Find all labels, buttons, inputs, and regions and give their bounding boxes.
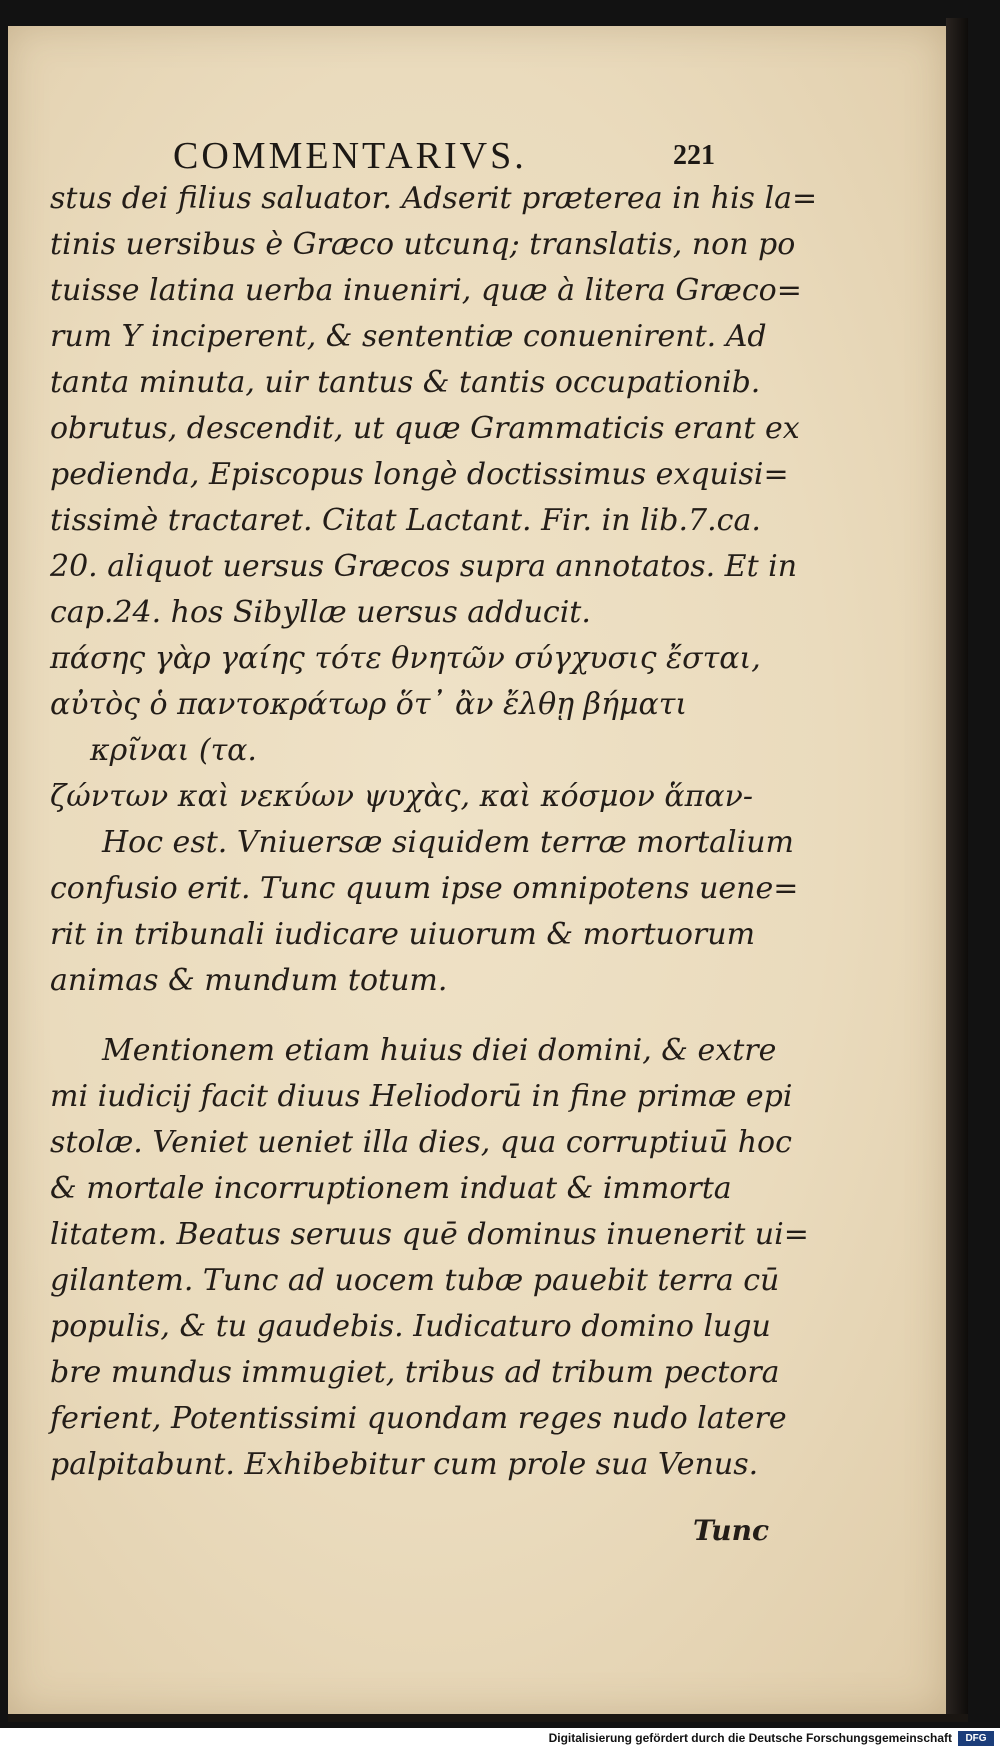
text-line: stus dei filius saluator. Adserit præterea in his la= [50,181,818,216]
text-line: tissimè tractaret. Citat Lactant. Fir. in lib.7.ca. [50,503,761,538]
text-line: Hoc est. Vniuersæ siquidem terræ mortalium [102,825,794,860]
text-line: litatem. Beatus seruus quē dominus inuenerit ui= [50,1217,809,1252]
greek-verse-line: ζώντων καὶ νεκύων ψυχὰς, καὶ κόσμον ἅπαν- [50,779,753,814]
text-line: gilantem. Tunc ad uocem tubæ pauebit terra cū [50,1263,780,1298]
page-edge-bottom [8,1714,968,1722]
text-line: pedienda, Episcopus longè doctissimus exquisi= [50,457,789,492]
text-line: Mentionem etiam huius diei domini, & extre [102,1033,777,1068]
text-line: obrutus, descendit, ut quæ Grammaticis erant ex [50,411,800,446]
text-line: bre mundus immugiet, tribus ad tribum pectora [50,1355,780,1390]
text-line: cap.24. hos Sibyllæ uersus adducit. [50,595,591,630]
greek-verse-line: πάσης γὰρ γαίης τότε θνητῶν σύγχυσις ἔσται, [50,641,761,676]
text-line: palpitabunt. Exhibebitur cum prole sua Venus. [50,1447,759,1482]
text-line: animas & mundum totum. [50,963,448,998]
text-line: ferient, Potentissimi quondam reges nudo latere [50,1401,787,1436]
book-page [8,26,946,1714]
page-edge-right [946,18,968,1718]
text-line: confusio erit. Tunc quum ipse omnipotens uene= [50,871,799,906]
text-line: tuisse latina uerba inueniri, quæ à litera Græco= [50,273,802,308]
running-title: COMMENTARIVS. [173,135,527,177]
greek-verse-line: κρῖναι (τα. [90,733,257,768]
page-number: 221 [673,140,715,171]
greek-verse-line: αὐτὸς ὁ παντοκράτωρ ὅτ᾽ ἂν ἔλθῃ βήματι [50,687,688,722]
text-line: & mortale incorruptionem induat & immorta [50,1171,732,1206]
text-line: 20. aliquot uersus Græcos supra annotatos. Et in [50,549,798,584]
text-line: stolæ. Veniet ueniet illa dies, qua corruptiuū hoc [50,1125,792,1160]
text-line: populis, & tu gaudebis. Iudicaturo domino lugu [50,1309,771,1344]
text-line: mi iudicij facit diuus Heliodorū in fine primæ epi [50,1079,793,1114]
text-line: tinis uersibus è Græco utcunq; translatis, non po [50,227,796,262]
funding-credit: Digitalisierung gefördert durch die Deutsche Forschungsgemeinschaft [548,1731,952,1745]
text-line: rit in tribunali iudicare uiuorum & mortuorum [50,917,756,952]
text-line: rum Y inciperent, & sententiæ conuenirent. Ad [50,319,767,354]
text-line: tanta minuta, uir tantus & tantis occupationib. [50,365,761,400]
digitization-footer [0,1728,1000,1750]
catchword: Tunc [693,1514,770,1547]
dfg-logo: DFG [958,1731,994,1746]
